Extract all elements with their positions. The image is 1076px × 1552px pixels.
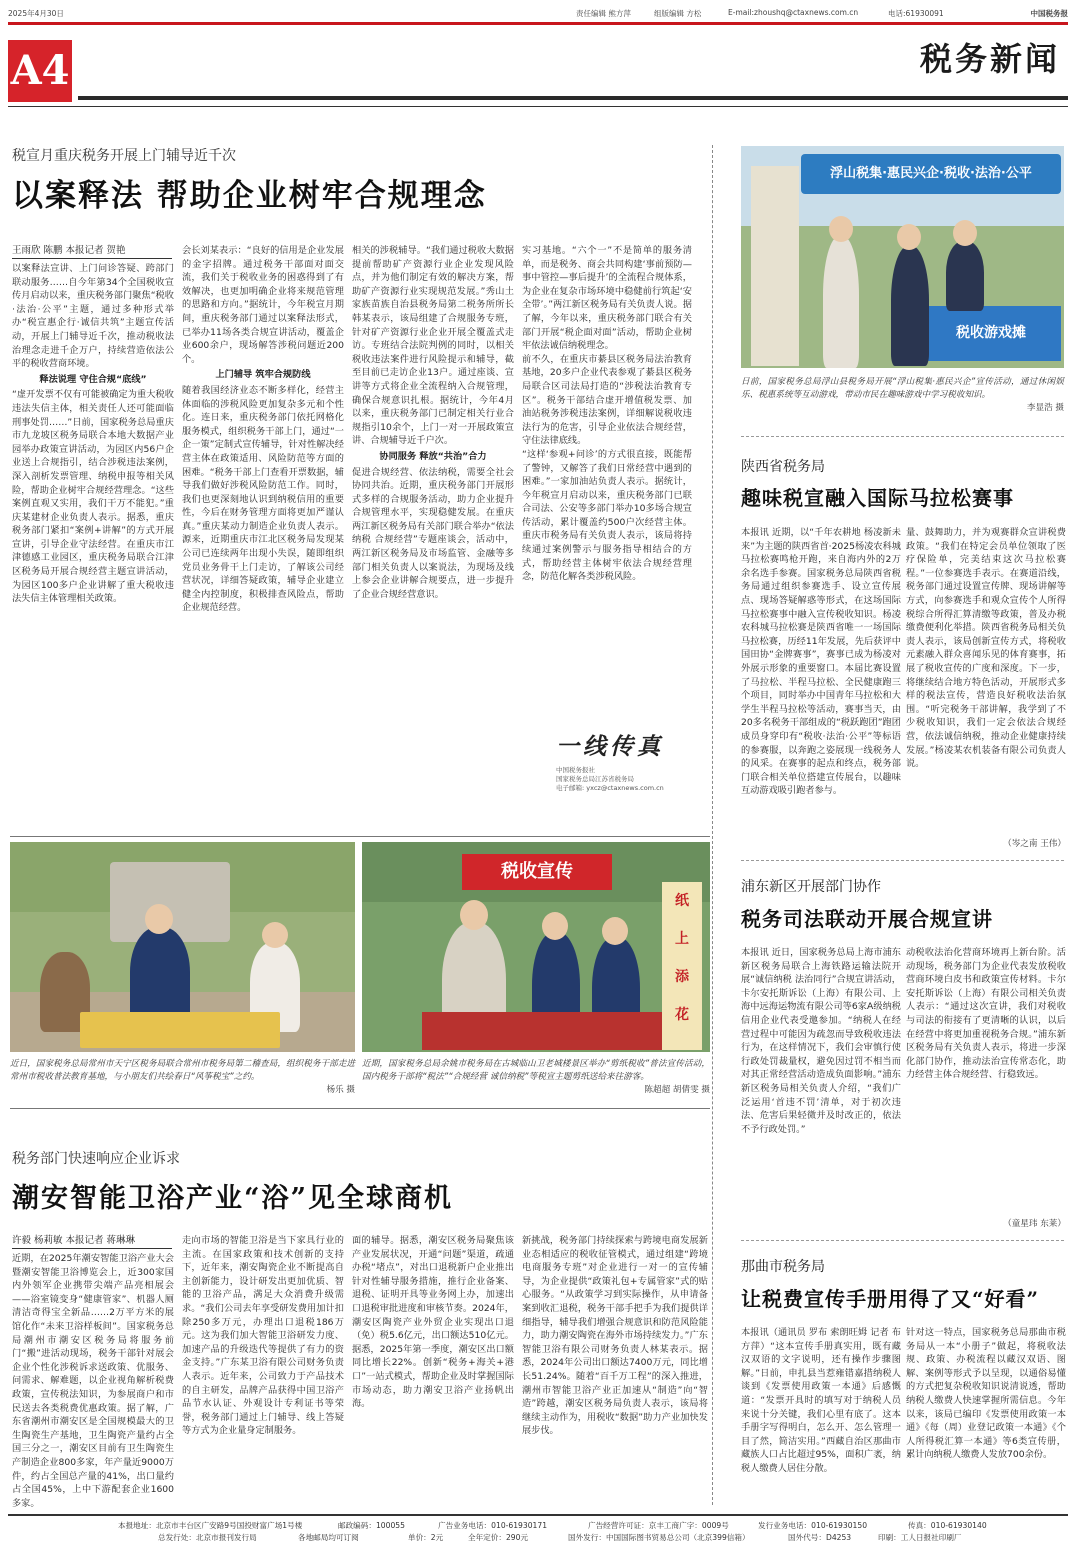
photo-person-officer bbox=[891, 246, 929, 366]
logo-org-1: 中国税务报社 bbox=[556, 766, 595, 774]
article-column-3 bbox=[352, 1234, 514, 1508]
photo-side-poster bbox=[662, 882, 702, 1050]
photo-person-head bbox=[897, 224, 921, 250]
caption-text: 近期，国家税务总局余姚市税务局在古城临山卫老城楼景区举办“剪纸税收”普法宣传活动，国内税务干部将“税法”“合规经营 诚信纳税”等税宣主题剪纸送给来往游客。 bbox=[362, 1059, 710, 1082]
top-info-bar bbox=[8, 8, 1068, 20]
footer-post: 各地邮局均可订阅 bbox=[298, 1533, 359, 1542]
article-paragraph: 动税收法治化营商环境再上新台阶。活动现场，税务部门为企业代表发放税收营商环境白皮书和政策宣传材料。卡尔安托斯诉讼（上海）有限公司相关负责人表示：“通过这次宣讲，我们对税收与司法的衔接有了更清晰的认识，以后在经营中将更加重视税务合规。”浦东新区税务局有关负责人表示，将进一步深化部门协作，推动法治宣传常态化，助力经营主体合规经营、行稳致远。 bbox=[906, 947, 1066, 1081]
photo-person-head bbox=[145, 904, 173, 934]
header-thin-rule bbox=[8, 106, 1068, 107]
article-paragraph: 近期，在2025年潮安智能卫浴产业大会暨潮安智能卫浴博览会上，近300家国内外领军企业携带尖端产品亮相展会——浴室镜变身“健康管家”、机器人厕清洁奇得宝全新品……2万平方米的展馆化作“未来卫浴样板间”。国家税务总局潮州市潮安区税务局将服务前门“搬”进活动现场，税务干部针对展会企业个性化涉税诉求送政策、优服务、问需求、解难题，以企业视角解析税费政策，宣传税法知识，为参展商户和市民送去各类税费优惠政策。据了解，广东省潮州市潮安区是全国规模最大的卫生陶瓷生产基地，卫生陶瓷产量约占全国三分之一，潮安区目前有卫生陶瓷生产制造企业800多家，年产量近9000万件，约占全国总产量的41%，出口量约占全国45%，上中下游配套企业1600多家。 bbox=[12, 1253, 174, 1508]
poster-char: 纸 bbox=[675, 893, 689, 909]
photo-child-head bbox=[262, 922, 288, 948]
logo-org-2: 国家税务总局江苏省税务局 bbox=[556, 775, 634, 783]
section-title: 税务新闻 bbox=[919, 40, 1060, 78]
article-paragraph: “这样‘参观+问诊’的方式很直接，既能帮了警钟，又解答了我们日常经营中遇到的困难。”一家加油站负责人表示。据统计，今年税宣月启动以来，重庆税务部门已联合司法、公安等多部门举办10多场合规宣传活动，累计覆盖约500户次经营主体。重庆市税务局有关负责人表示，该局将持续通过案例警示与服务指导相结合的方式，帮助经营主体树牢依法合规经营理念，防范化解各类涉税风险。 bbox=[522, 448, 692, 583]
article-headline: 潮安智能卫浴产业“浴”见全球商机 bbox=[12, 1183, 454, 1214]
yixian-chuanzhen-logo bbox=[556, 728, 706, 800]
layout-editor-credit: 组版编辑 方松 bbox=[654, 9, 702, 18]
poster-char: 添 bbox=[675, 969, 689, 985]
footer-intl: 国外发行：中国国际图书贸易总公司（北京399信箱） bbox=[568, 1533, 750, 1542]
article-column-2 bbox=[182, 1234, 344, 1508]
article-column-3 bbox=[352, 244, 514, 832]
section-divider bbox=[741, 436, 1064, 437]
article-column-1 bbox=[741, 526, 901, 848]
photo-game-sign: 税收游戏摊 bbox=[921, 306, 1061, 361]
article-column-2 bbox=[906, 1326, 1066, 1506]
article-column-1 bbox=[741, 1326, 901, 1506]
article-column-1 bbox=[12, 262, 174, 832]
article-org: 浦东新区开展部门协作 bbox=[741, 879, 881, 895]
footer-fax: 传真：010-61930140 bbox=[908, 1521, 987, 1530]
header-thick-rule bbox=[78, 96, 1068, 100]
article-headline: 让税费宣传手册用得了又“好看” bbox=[741, 1287, 1040, 1311]
article-paragraph: 针对这一特点，国家税务总局那曲市税务局从一本“小册子”做起，将税收法规、政策、办税流程以藏汉双语、图解、案例等形式予以呈现，以通俗易懂的方式把复杂税收知识说清说透，帮助纳税人缴费人快速掌握所需信息。今年以来，该局已编印《发票使用政策一本通》《每（周）业登记政策一本通》《个人所得税汇算一本通》等6类宣传册，累计向纳税人缴费人发放700余份。 bbox=[906, 1327, 1066, 1461]
article-paragraph: 随着我国经济业态不断多样化，经营主体面临的涉税风险更加复杂多元和个性化。连日来，重庆税务部门依托网格化服务模式，组织税务干部上门，通过“一企一策”定制式宣传辅导，针对性解决经营主体在政策适用、风险防范等方面的困难。“税务干部上门查看开票数据，辅导我们做好涉税风险防范工作。同时，我们也更深刻地认识到纳税信用的重要性，今后在财务管理方面将更加严谨认真。”重庆某动力制造企业负责人表示。源来，近期重庆市江北区税务局发现某公司已连续两年出现小失误，随即组织党员业务骨干上门走访，了解该公司经营状况，详细答疑政策，辅导企业建立健全内控制度，积极排查风险点，帮助企业规范经营。 bbox=[182, 384, 344, 614]
article-lead: 以案释法宣讲、上门问诊答疑、跨部门联动服务……自今年第34个全国税收宣传月启动以来，重庆税务部门聚焦“税收·法治·公平”主题，通过多种形式举办“税宣惠企行·诚信共筑”主题宣传活动，开展上门辅导近千次，推动税收法治理念走进千企万户，持续营造依法公平的税收营商环境。 bbox=[12, 263, 174, 370]
article-column-2 bbox=[182, 244, 344, 832]
footer-address: 本报地址：北京市丰台区广安路9号国投财富广场1号楼 bbox=[118, 1521, 303, 1530]
article-column-2 bbox=[906, 946, 1066, 1216]
column-divider bbox=[712, 145, 713, 1505]
article-paragraph: 会长刘某表示：“良好的信用是企业发展的金字招牌。通过税务干部面对面交流，我们关于税收业务的困惑得到了有效解决，也更加明确企业将来规范管理的思路和方向。”据统计，今年税宣月期间，重庆税务部门通过以案释法形式，已举办11场各类合规宣讲活动，覆盖企业600余户，现场解答涉税问题近200个。 bbox=[182, 245, 344, 365]
photo-tent-banner: 浮山税集·惠民兴企·税收·法治·公平 bbox=[801, 154, 1061, 194]
footer-price: 单价：2元 bbox=[408, 1533, 444, 1542]
article-credit bbox=[906, 838, 1066, 851]
article-credit bbox=[906, 1218, 1066, 1231]
email-link[interactable]: E-mail:zhoushq@ctaxnews.com.cn bbox=[728, 8, 859, 17]
photo-person-officer bbox=[946, 241, 984, 311]
paper-name: 中国税务报 bbox=[1030, 9, 1068, 18]
article-paragraph: 促进合规经营、依法纳税，需要全社会协同共治。近期，重庆税务部门开展形式多样的合规服务活动，助力企业提升合规管理水平，实现稳健发展。在重庆两江新区税务局有关部门联合举办“依法纳税 合规经营”专题座谈会，活动中，两江新区税务局及市场监管、金融等多部门相关负责人以案说法，为现场及线上参会企业讲解合规要点，进一步提升了企业合规经营意识。 bbox=[352, 466, 514, 600]
article-subheading: 释法说理 守住合规“底线” bbox=[39, 373, 147, 385]
caption-text: 近日，国家税务总局常州市天宁区税务局联合常州市税务局第二稽查局，组织税务干部走进常州市税收普法教育基地，与小朋友们共绘春日“风筝税宝”之约。 bbox=[10, 1059, 355, 1082]
article-paragraph: 本报讯 近日，国家税务总局上海市浦东新区税务局联合上海铁路运输法院开展“诚信纳税 法治同行”合规宣讲活动，卡尔安托斯诉讼（上海）有限公司、上海中远海运物流有限公司等6家A级纳税信用企业代表受邀参加。“纳税人在经营过程中可能因为疏忽而导致税收违法行为，在这样情况下，我们会审慎行使行政处罚裁量权，避免因过罚不相当而对其正常经营活动造成负面影响。”浦东新区税务局相关负责人介绍，“我们广泛运用‘首违不罚’清单，对于初次违法、危害后果轻微并及时改正的，依法不予行政处罚。” bbox=[741, 947, 901, 1135]
section-divider bbox=[741, 1240, 1064, 1241]
article-org: 陕西省税务局 bbox=[741, 459, 825, 475]
footer-ad-license: 广告经营许可证：京丰工商广字：0009号 bbox=[588, 1521, 729, 1530]
article-column-2 bbox=[906, 526, 1066, 836]
article-paragraph: 前不久，在重庆市綦县区税务局法治教育基地，20多户企业代表参观了綦县区税务局联合区司法局打造的“涉税法治教育专区”。税务干部结合虚开增值税发票、加油站税务涉税违法案例，详细解说税收违法行为的危害，引导企业依法合规经营，守住法律底线。 bbox=[522, 353, 692, 447]
footer-zip: 邮政编码：100055 bbox=[338, 1521, 405, 1530]
article-column-1 bbox=[741, 946, 901, 1228]
article-column-4 bbox=[522, 1234, 708, 1508]
article-subheading: 上门辅导 筑牢合规防线 bbox=[215, 369, 311, 381]
section-rule bbox=[10, 1108, 710, 1109]
article-paragraph: 相关的涉税辅导。“我们通过税收大数据提前帮助矿产资源行业企业发现风险点，并为他们制定有效的解决方案，帮助矿产资源行业实现规范发展。”秀山土家族苗族自治县税务局第二税务所所长韩某表示，该局组建了合规服务专班，针对矿产资源行业企业开展全覆盖式走访。专班结合法院判例的同时，以相关税收违法案件进行风险提示和辅导，截至目前已走访企业13户。通过座谈、宣讲等方式将企业全流程纳入合规管理，确保合规意识扎根。据统计，今年4月以来，重庆税务部门已制定相关行业合规指引10余个，上门一对一开展政策宣讲、合规辅导近千户次。 bbox=[352, 245, 514, 447]
photo-credit: 李显浩 摄 bbox=[1026, 402, 1064, 413]
article-paragraph: 本报讯 近期，以“千年农耕地 杨凌新未来”为主题的陕西省首·2025杨凌农科城马拉松赛鸣枪开跑，来自海内外的2万余名选手参赛。国家税务总局陕西省税务局通过组织参赛选手、设立宣传展点、现场答疑解惑等形式，在这场国际马拉松赛事中融入宣传税收知识。杨凌农科城马拉松赛是陕西省唯一一场国际马拉松赛，历经11年发展，先后获评中国田协“金牌赛事”，赛事已成为杨凌对外展示形象的重要窗口。本届比赛设置了马拉松、半程马拉松、全民健康跑三个项目，同时举办中国青年马拉松和大学生半程马拉松等活动，赛事当天，由20多名税务干部组成的“税跃跑团”跑团成员身穿印有“税收·法治·公平”等标语的参赛服，以奔跑之姿展现一线税务人的风采。在赛事的起点和终点，税务部门联合相关单位搭建宣传展台，以趣味互动游戏吸引跑者参与。 bbox=[741, 527, 901, 797]
article-column-1 bbox=[12, 1252, 174, 1508]
photo-person-head bbox=[602, 917, 628, 945]
article-kicker: 税务部门快速响应企业诉求 bbox=[12, 1151, 180, 1167]
article-headline: 税务司法联动开展合规宣讲 bbox=[741, 907, 993, 931]
photo-credit: 杨乐 摄 bbox=[326, 1084, 355, 1095]
article-paragraph: “虚开发票不仅有可能被确定为重大税收违法失信主体，相关责任人还可能面临刑事处罚……”日前，国家税务总局重庆市九龙坡区税务局联合本地大数据产业园举办政策宣讲活动，为园区内56户企业送上合规指引，结合涉税违法案例，深入剖析发票管理、纳税申报等相关风险，帮助企业树牢合规经营理念。“这些案例直观又实用，我们干万不能犯。”重庆某建材企业负责人表示。据悉，重庆税务部门紧扣“案例+讲解”的方式开展宣讲，引导企业守法经营。在重庆市江津德感工业园区，重庆税务局联合江津区税务局开展合规经营主题宣讲活动，为园区100多户企业讲解了重大税收违法失信主体管理相关政策。 bbox=[12, 389, 174, 605]
section-rule bbox=[10, 836, 710, 837]
article-paragraph: 面的辅导。据悉，潮安区税务局聚焦该产业发展状况，开通“问题”渠道，疏通办税“堵点”，对出口退税新户企业推出针对性辅导服务措施，推行企业备案、退税、证明开具等业务网上办，加速出口退税审批进度和审核节奏。2024年，潮安区陶瓷产业外贸企业实现出口退（免）税5.6亿元，出口额达510亿元。据悉，2025年第一季度，潮安区出口额同比增长22%。创新“税务+海关+港口”一站式模式，帮助企业及时掌握国际市场动态，助力潮安卫浴产业扬帆出海。 bbox=[352, 1235, 514, 1410]
footer-intl-code: 国外代号：D4253 bbox=[788, 1533, 852, 1542]
credit-text: （岑之南 王伟） bbox=[1003, 839, 1066, 849]
caption-text: 日前，国家税务总局浮山县税务局开展“浮山税集·惠民兴企”宣传活动，通过休闲娱乐、税惠系统等互动游戏，带动市民在趣味游戏中学习税收知识。 bbox=[741, 377, 1064, 400]
photo-table bbox=[422, 1012, 662, 1050]
footer-ad-phone: 广告业务电话：010-61930171 bbox=[438, 1521, 548, 1530]
article-paragraph: 走向市场的智能卫浴是当下家具行业的主流。在国家政策和技术创新的支持下，近年来，潮安陶瓷企业不断提高自主创新能力，设计研发出更加优质、智能的卫浴产品，满足大众消费升级需求。“我们公司去年享受研发费用加计扣除250多万元，办理出口退税186万元。这为我们加大智能卫浴研发力度、加速产品的升级迭代等提供了有力的资金支持。”广东某卫浴有限公司财务负责人表示。近年来，公司致力于产品技术的自主研发，品牌产品获得中国卫浴产品节水认证、外观设计专利证书等荣誉，税务部门通过上门辅导、线上答疑等方式为企业量身定制服务。 bbox=[182, 1235, 344, 1437]
photo-person-visitor bbox=[823, 236, 859, 368]
phone-number: 电话:61930091 bbox=[888, 9, 944, 18]
logo-text: 一线传真 bbox=[556, 733, 664, 760]
article-paragraph: 本报讯（通讯员 罗布 索朗旺姆 记者 布 方萍）“这本宣传手册真实用，既有藏汉双语的文字说明，还有操作步骤图解。”日前，申扎县当惹雍错嘉措纳税人谈到《发票使用政策一本通》后感慨道：“发票开具时的填写对于纳税人员来说十分关键，我们心里有底了。这本手册字写得明白，怎么开、怎么管理一目了然，简洁实用。”西藏自治区那曲市藏族人口占比超过95%，面积广袤，纳税人缴费人居住分散。 bbox=[741, 1327, 901, 1474]
photo-credit: 陈超超 胡倩雯 摄 bbox=[644, 1084, 710, 1095]
article-subheading: 协同服务 释放“共治”合力 bbox=[379, 450, 487, 462]
logo-email[interactable]: 电子邮箱: yxcz@ctaxnews.com.cn bbox=[556, 784, 664, 792]
poster-char: 花 bbox=[675, 1007, 689, 1023]
article-byline: 王雨欣 陈鹏 本报记者 贺艳 bbox=[12, 242, 172, 259]
photo-poster-board bbox=[751, 166, 799, 366]
issue-date: 2025年4月30日 bbox=[8, 9, 64, 18]
photo-booth-banner: 税收宣传 bbox=[462, 854, 612, 890]
article-headline: 趣味税宣融入国际马拉松赛事 bbox=[741, 486, 1014, 510]
article-paragraph: 量、鼓舞助力，并为观赛群众宣讲税费政策。“我们在特定会员单位领取了医疗保险单，完美结束这次马拉松赛程。”一位参赛选手表示。在赛道沿线，税务部门通过设置宣传牌、现场讲解等方式，向参赛选手和观众宣传个人所得税综合所得汇算清缴等政策，普及办税缴费便利化举措。陕西省税务局相关负责人表示，该局创新宣传方式，将税收元素融入群众喜闻乐见的体育赛事，拓展了税收宣传的广度和深度。下一步，将继续结合地方特色活动，开展形式多样的税法宣传，营造良好税收法治氛围。“听完税务干部讲解，我学到了不少税收知识，我们一定会依法合规经营，依法诚信纳税，推动企业健康持续发展。”杨凌某农机装备有限公司负责人说。 bbox=[906, 527, 1066, 770]
footer-annual-price: 全年定价：290元 bbox=[468, 1533, 529, 1542]
photo-kids-kite-painting bbox=[10, 842, 355, 1052]
article-headline: 以案释法 帮助企业树牢合规理念 bbox=[12, 178, 487, 214]
credit-text: （童星玮 东莱） bbox=[1003, 1219, 1066, 1229]
photo-person-head bbox=[542, 912, 568, 940]
footer-issue-phone: 发行业务电话：010-61930150 bbox=[758, 1521, 868, 1530]
footer-issuer: 总发行处：北京市报刊发行局 bbox=[158, 1533, 257, 1542]
editor-credit: 责任编辑 熊方萍 bbox=[576, 9, 631, 18]
photo-caption bbox=[741, 376, 1064, 414]
header-red-rule bbox=[8, 22, 1068, 25]
photo-person-head bbox=[953, 220, 977, 246]
article-org: 那曲市税务局 bbox=[741, 1259, 825, 1275]
footer-rule bbox=[8, 1514, 1068, 1516]
article-paragraph: 实习基地。“六个一”不是简单的服务清单，而是税务、商会共同构建‘事前预防—事中管控—事后提升’的全流程合规体系，为企业在复杂市场环境中稳健前行筑起‘安全带’。”两江新区税务局有关负责人说。据了解，今年以来，重庆税务部门联合有关部门开展“税企面对面”活动，帮助企业树牢依法诚信纳税理念。 bbox=[522, 245, 692, 352]
article-column-4 bbox=[522, 244, 692, 702]
photo-person-head bbox=[460, 900, 488, 930]
page-number-badge: A4 bbox=[8, 40, 72, 102]
article-paragraph: 新挑战，税务部门持续探索与跨境电商发展新业态相适应的税收征管模式，通过组建“跨境电商服务专班”对企业进行一对一的宣传辅导，为企业提供“政策礼包+专属管家”式的贴心服务。“从政策学习到实际操作，从申请备案到收汇退税，税务干部手把手为我们提供详细指导，辅导我们增强合规意识和防范风险能力，助力潮安陶瓷在海外市场持续发力。”广东智能卫浴有限公司财务负责人林某表示。据悉，2024年公司出口额达7400万元，同比增长51.24%。随着“百千万工程”的深入推进，潮州市智能卫浴产业正加速从“制造”向“智造”跨越，潮安区税务局负责人表示，该局将继续主动作为，用税收“数据”助力产业加快发展步伐。 bbox=[522, 1235, 708, 1437]
poster-char: 上 bbox=[675, 931, 689, 947]
footer-printer: 印刷：工人日报社印刷厂 bbox=[878, 1533, 962, 1542]
section-divider bbox=[741, 860, 1064, 861]
photo-caption bbox=[362, 1058, 710, 1096]
article-kicker: 税宣月重庆税务开展上门辅导近千次 bbox=[12, 148, 236, 164]
photo-paper-cutting-booth bbox=[362, 842, 710, 1052]
photo-caption bbox=[10, 1058, 355, 1096]
photo-kite-artwork bbox=[80, 1012, 280, 1048]
photo-tax-game-stall bbox=[741, 146, 1064, 368]
article-byline: 许毅 杨莉敏 本报记者 蒋琳琳 bbox=[12, 1232, 172, 1249]
photo-person-head bbox=[829, 216, 853, 242]
